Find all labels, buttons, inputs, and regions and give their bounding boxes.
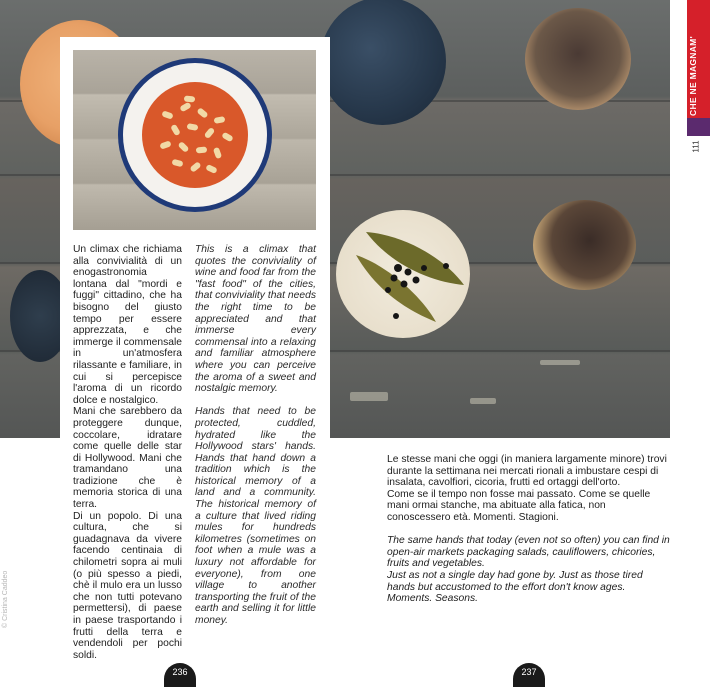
paragraph: Le stesse mani che oggi (in maniera largamente minore) trovi durante la settimana nei mercati rionali a imbustare cespi di insalata, cavolfiori, cicoria, frutti ed ortaggi dell'orto. [387, 454, 667, 489]
cheese-wheel-ash [320, 0, 446, 125]
wood-wear-mark [350, 392, 388, 401]
section-number: 111 [691, 140, 701, 153]
paragraph: Un climax che richiama alla convivialità di un enogastronomia lontana dal "mordi e fuggi" cittadino, che ha bisogno del giusto tempo per essere apprezzata, e che immerge il commensale in un'atmosfera rilassante e familiare, in cui si percepisce l'aroma di un ricordo dolce e nostalgico. [73, 244, 182, 406]
bay-leaves-icon [336, 210, 470, 338]
cheese-wheel-white [336, 210, 470, 338]
paragraph: Just as not a single day had gone by. Just as those tired hands but accustomed to the effort don't know ages. Moments. Seasons. [387, 569, 643, 605]
english-text-left [195, 244, 316, 627]
photo-credit: © Cristina Caddeo [2, 570, 9, 628]
page-number-left: 236 [164, 663, 196, 687]
bean-soup [142, 82, 248, 188]
cheese-wheel-peppered [533, 200, 636, 290]
paragraph: Di un popolo. Di una cultura, che si guadagnava da vivere facendo centinaia di chilometri sopra ai muli (o più spesso a piedi, chè il mulo era un lusso che non tutti potevano permettersi), di paese in paese trasportando i frutti della terra e vendendoli per pochi soldi. [73, 510, 182, 661]
paragraph: Come se il tempo non fosse mai passato. Come se quelle mani ormai stanche, ma abituate alla fatica, non conoscessero età. Momenti. Stagioni. [387, 488, 651, 523]
paragraph: Hands that need to be protected, cuddled, hydrated like the Hollywood stars' hands. Hands that hand down a tradition which is the historical memory of a land and a community. The historical memory of a culture that lived riding mules for hundreds kilometres (sometimes on foot when a mule was a luxury not affordable for everyone), from one village to another transporting the fruit of the earth and selling it for little money. [195, 406, 316, 626]
paragraph: This is a climax that quotes the conviviality of wine and food far from the "fast food" of the cities, that conviviality that needs the right time to be appreciated and that immerse every commensal into a relaxing and familiar atmosphere where you can perceive the aroma of a sweet and nostalgic memory. [195, 244, 316, 395]
cheese-wheel-peppered [525, 8, 631, 110]
soup-photo [73, 50, 316, 230]
right-page-text [387, 454, 671, 605]
wood-wear-mark [470, 398, 496, 404]
soup-bowl [118, 58, 272, 212]
section-tab-accent [687, 118, 710, 136]
italian-text-left [73, 244, 182, 661]
paragraph: Mani che sarebbero da proteggere dunque, coccolare, idratare come quelle delle star di Hollywood. Mani che tramandano una tradizione che è memoria storica di una terra. [73, 406, 182, 511]
wood-wear-mark [540, 360, 580, 365]
section-tab-label: CHE NE MAGNAM' [688, 36, 698, 116]
paragraph: The same hands that today (even not so often) you can find in open-air markets packaging salads, cauliflowers, chicories, fruits and vegetables. [387, 535, 670, 570]
page-number-right: 237 [513, 663, 545, 687]
